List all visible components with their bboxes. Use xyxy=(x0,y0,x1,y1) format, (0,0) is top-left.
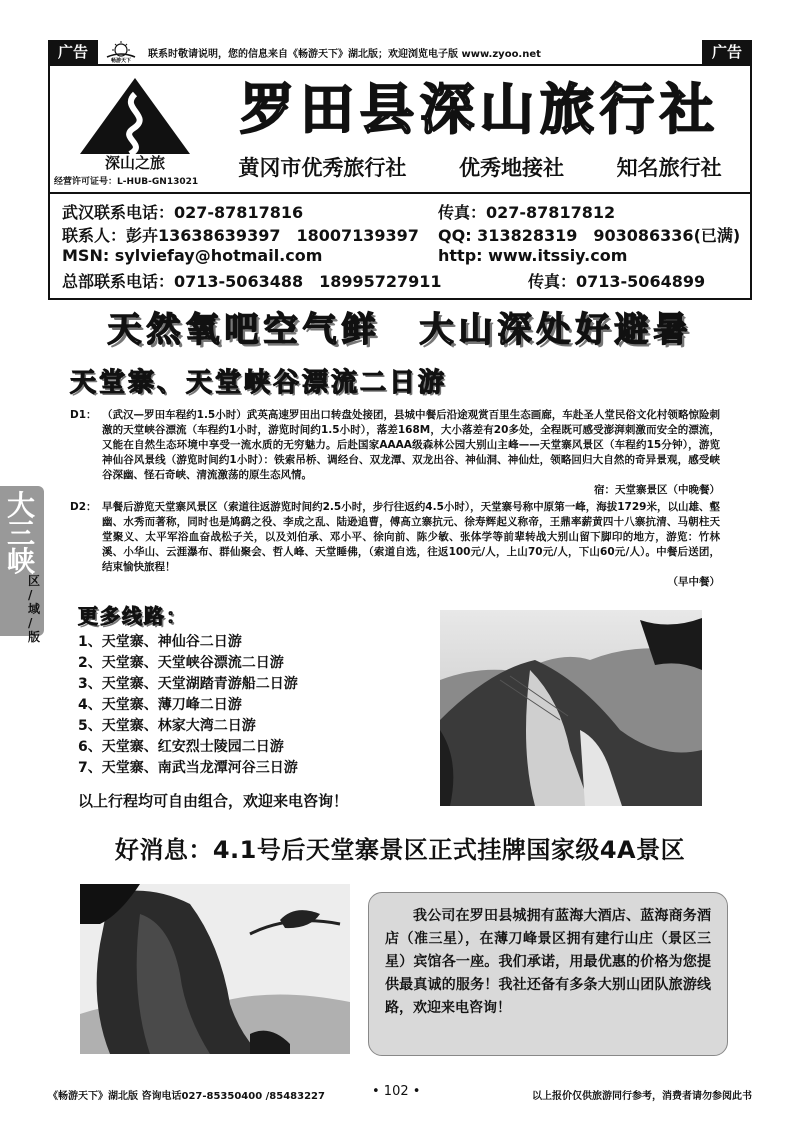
company-taglines xyxy=(212,152,748,182)
day-label: D2： xyxy=(70,501,97,513)
company-frame xyxy=(48,64,752,300)
route-item: 1、天堂寨、神仙谷二日游 xyxy=(78,634,242,650)
rock-pine-photo xyxy=(80,884,350,1054)
contact-block xyxy=(62,200,752,292)
msn-address: MSN: sylviefay@hotmail.com xyxy=(62,246,323,265)
route-item: 3、天堂寨、天堂湖踏青游船二日游 xyxy=(78,676,298,692)
side-tab-title xyxy=(6,489,36,578)
qq-numbers: QQ: 313828319 903086336(已满) xyxy=(438,226,741,245)
route-item: 6、天堂寨、红安烈士陵园二日游 xyxy=(78,739,284,755)
svg-text:畅游天下: 畅游天下 xyxy=(110,58,132,63)
company-name: 罗田县深山旅行社 xyxy=(240,77,720,141)
side-tab-char: 大 xyxy=(6,489,35,522)
page-number: • 102 • xyxy=(372,1084,421,1099)
logo-tagline: 深山之旅 xyxy=(104,154,165,172)
slogan-banner: 天然氧吧空气鲜 大山深处好避暑 xyxy=(107,310,693,350)
wuhan-phone: 武汉联系电话：027-87817816 xyxy=(62,203,304,222)
footer-disclaimer: 以上报价仅供旅游同行参考，消费者请勿参阅此书 xyxy=(532,1091,752,1102)
route-item: 5、天堂寨、林家大湾二日游 xyxy=(78,718,256,734)
tagline-1: 黄冈市优秀旅行社 xyxy=(238,155,407,180)
more-routes-list xyxy=(78,632,438,779)
day-lodging: 宿：天堂寨景区（中晚餐） xyxy=(594,484,720,496)
tagline-3: 知名旅行社 xyxy=(616,155,722,180)
top-strip xyxy=(48,40,752,64)
side-tab-char: 域 xyxy=(28,602,41,616)
side-tab-char: 峡 xyxy=(6,545,35,578)
day-description: （武汉—罗田车程约1.5小时）武英高速罗田出口转盘处接团，县城中餐后沿途观赏百里生态画廊，车赴圣人堂民俗文化村领略惊险刺激的天堂峡谷漂流（车程约1小时，游览时间约1.5小时），落差168M，大小落差有20多处，全程既可感受澎湃刺激而安全的漂流，又能在自然生态环境中享受一流水质的无穷魅力。后赴国家AAAA级森林公园大别山主峰——天堂寨风景区（车程约15分钟），游览神仙谷风景线（游览时间约1小时）：铁索吊桥、调经台、双龙潭、双龙出谷、神仙洞、神仙灶，领略回归大自然的奇异景观，感受峡谷深幽、怪石奇峡、清流激荡的原生态风情。 xyxy=(102,409,720,481)
good-news-headline: 好消息：4.1号后天堂寨景区正式挂牌国家级4A景区 xyxy=(114,836,686,864)
mountain-ridge-photo xyxy=(440,610,702,806)
route-item: 4、天堂寨、薄刀峰二日游 xyxy=(78,697,242,713)
source-notice: 联系时敬请说明，您的信息来自《畅游天下》湖北版；欢迎浏览电子版 www.zyoo.net xyxy=(148,49,541,60)
side-tab-char: 区 xyxy=(28,574,41,588)
tagline-2: 优秀地接社 xyxy=(458,155,564,180)
day-label: D1： xyxy=(70,409,97,421)
ad-tag-right: 广告 xyxy=(702,40,752,64)
side-tab-char: 三 xyxy=(6,517,35,550)
itinerary-day-1 xyxy=(70,408,720,498)
side-tab-char: / xyxy=(28,588,33,602)
hq-phone: 总部联系电话：0713-5063488 18995727911 xyxy=(62,272,442,291)
fax-hq: 传真：0713-5064899 xyxy=(528,272,706,291)
route-title: 天堂寨、天堂峡谷漂流二日游 xyxy=(70,368,448,398)
hotel-info-box: 我公司在罗田县城拥有蓝海大酒店、蓝海商务酒店（准三星），在薄刀峰景区拥有建行山庄（景区三星）宾馆各一座。我们承诺，用最优惠的价格为您提供最真诚的服务！我社还备有多条大别山团队旅游线路，欢迎来电咨询！ xyxy=(368,892,728,1056)
side-tab-char: / xyxy=(28,616,33,630)
itinerary xyxy=(70,408,720,592)
region-side-tab xyxy=(0,486,44,644)
magazine-logo-icon xyxy=(104,41,138,63)
itinerary-day-2 xyxy=(70,500,720,590)
side-tab-subtitle xyxy=(28,574,42,644)
more-routes-title: 更多线路： xyxy=(78,604,188,628)
contact-person: 联系人：彭卉13638639397 18007139397 xyxy=(62,226,419,245)
day-description: 早餐后游览天堂寨风景区（索道往返游览时间约2.5小时，步行往返约4.5小时），天堂寨号称中原第一峰，海拔1729米，以山雄、壑幽、水秀而著称，同时也是鸠鹞之役、李成之乱、陆逊追曹，傅高立寨抗元、徐寿辉起义称帝，王鼎率薪黄四十八寨抗清、马朝柱天堂聚义、太平军浴血奋战松子关，以及刘伯承、邓小平、徐向前、陈少敏、张体学等前辈转战大别山留下脚印的地方，游览：竹林溪、小华山、云涯瀑布、群仙聚会、哲人峰、天堂睡佛，（索道自选，往返100元/人，上山70元/人，下山60元/人）。中餐后送团，结束愉快旅程！ xyxy=(102,501,720,573)
website-url: http: www.itssiy.com xyxy=(438,246,628,265)
combine-note: 以上行程均可自由组合，欢迎来电咨询！ xyxy=(78,792,349,810)
side-tab-char: 版 xyxy=(28,630,41,644)
footer-publisher: 《畅游天下》湖北版 咨询电话027-85350400 /85483227 xyxy=(48,1091,325,1102)
day-meals: （早中餐） xyxy=(667,576,720,588)
route-item: 2、天堂寨、天堂峡谷漂流二日游 xyxy=(78,655,284,671)
fax-wuhan: 传真：027-87817812 xyxy=(438,203,616,222)
license-number: 经营许可证号：L-HUB-GN13021 xyxy=(54,177,199,187)
route-item: 7、天堂寨、南武当龙潭河谷三日游 xyxy=(78,760,298,776)
company-header xyxy=(50,66,750,194)
ad-tag-left: 广告 xyxy=(48,40,98,64)
